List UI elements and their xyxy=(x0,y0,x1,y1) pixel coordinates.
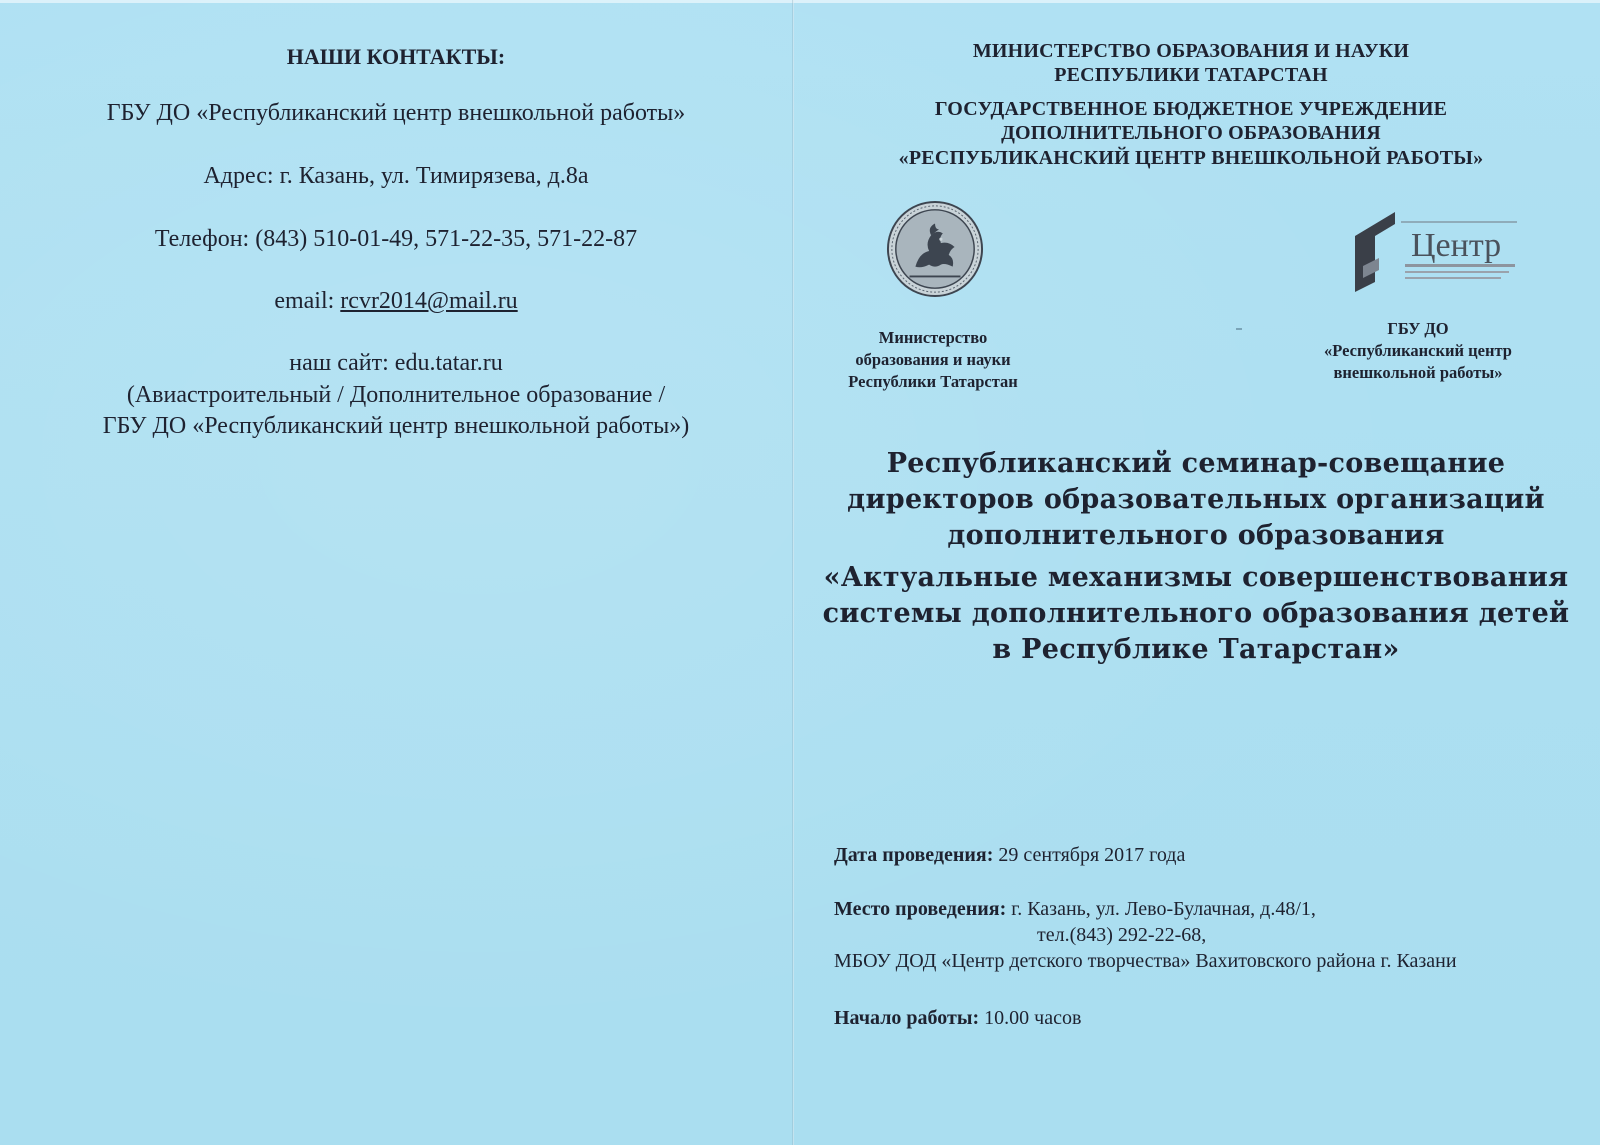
contacts-panel xyxy=(0,0,792,1145)
header-line-2: РЕСПУБЛИКИ ТАТАРСТАН xyxy=(1054,64,1328,86)
ministry-caption-line-1: Министерство xyxy=(878,328,988,347)
center-caption-line-2: «Республиканский центр xyxy=(1324,341,1512,360)
event-place xyxy=(834,898,1316,921)
center-caption-line-1: ГБУ ДО xyxy=(1387,319,1449,338)
fold-line xyxy=(792,0,794,1145)
contacts-heading: НАШИ КОНТАКТЫ: xyxy=(286,44,506,69)
ministry-caption-line-2: образования и науки xyxy=(855,350,1011,369)
header-line-5: «РЕСПУБЛИКАНСКИЙ ЦЕНТР ВНЕШКОЛЬНОЙ РАБОТЫ» xyxy=(898,147,1484,169)
event-place-phone: тел.(843) 292-22-68, xyxy=(1037,924,1207,946)
email-link[interactable]: rcvr2014@mail.ru xyxy=(340,288,518,314)
event-place-value: г. Казань, ул. Лево-Булачная, д.48/1, xyxy=(1006,898,1316,920)
title-line-6: в Республике Татарстан» xyxy=(992,634,1400,665)
header-line-1: МИНИСТЕРСТВО ОБРАЗОВАНИЯ И НАУКИ xyxy=(972,40,1410,62)
event-start-value: 10.00 часов xyxy=(979,1007,1082,1029)
event-start xyxy=(834,1007,1081,1030)
title-line-1: Республиканский семинар-совещание xyxy=(886,448,1506,479)
center-logo xyxy=(1349,208,1529,294)
tatarstan-emblem-icon xyxy=(886,200,984,298)
contacts-email xyxy=(0,288,792,315)
center-caption-line-3: внешкольной работы» xyxy=(1333,363,1503,382)
center-caption xyxy=(1311,318,1525,384)
ministry-caption-line-3: Республики Татарстан xyxy=(848,372,1018,391)
contacts-address: Адрес: г. Казань, ул. Тимирязева, д.8а xyxy=(203,163,589,189)
title-line-5: системы дополнительного образования детей xyxy=(822,598,1570,629)
contacts-phone: Телефон: (843) 510-01-49, 571-22-35, 571-22-87 xyxy=(154,226,638,252)
event-place-label: Место проведения: xyxy=(834,898,1007,920)
paper-speck xyxy=(1236,328,1242,330)
header-line-4: ДОПОЛНИТЕЛЬНОГО ОБРАЗОВАНИЯ xyxy=(1001,122,1381,144)
email-label: email: xyxy=(274,288,341,314)
event-date-label: Дата проведения: xyxy=(834,844,994,866)
contacts-organization: ГБУ ДО «Республиканский центр внешкольной работы» xyxy=(106,100,686,126)
event-date xyxy=(834,844,1185,867)
ministry-caption xyxy=(816,327,1050,393)
event-place-org: МБОУ ДОД «Центр детского творчества» Вахитовского района г. Казани xyxy=(834,950,1457,972)
event-date-value: 29 сентября 2017 года xyxy=(993,844,1186,866)
title-line-4: «Актуальные механизмы совершенствования xyxy=(823,562,1569,593)
event-start-label: Начало работы: xyxy=(834,1007,980,1029)
title-line-3: дополнительного образования xyxy=(947,520,1445,551)
contacts-site-path-2: ГБУ ДО «Республиканский центр внешкольной работы») xyxy=(102,413,690,439)
header-line-3: ГОСУДАРСТВЕННОЕ БЮДЖЕТНОЕ УЧРЕЖДЕНИЕ xyxy=(934,98,1448,120)
title-line-2: директоров образовательных организаций xyxy=(847,484,1545,515)
cover-panel xyxy=(796,0,1600,1145)
contacts-site-path-1: (Авиастроительный / Дополнительное образование / xyxy=(126,382,666,408)
contacts-site: наш сайт: edu.tatar.ru xyxy=(289,350,503,376)
center-logo-text: Центр xyxy=(1411,227,1502,264)
